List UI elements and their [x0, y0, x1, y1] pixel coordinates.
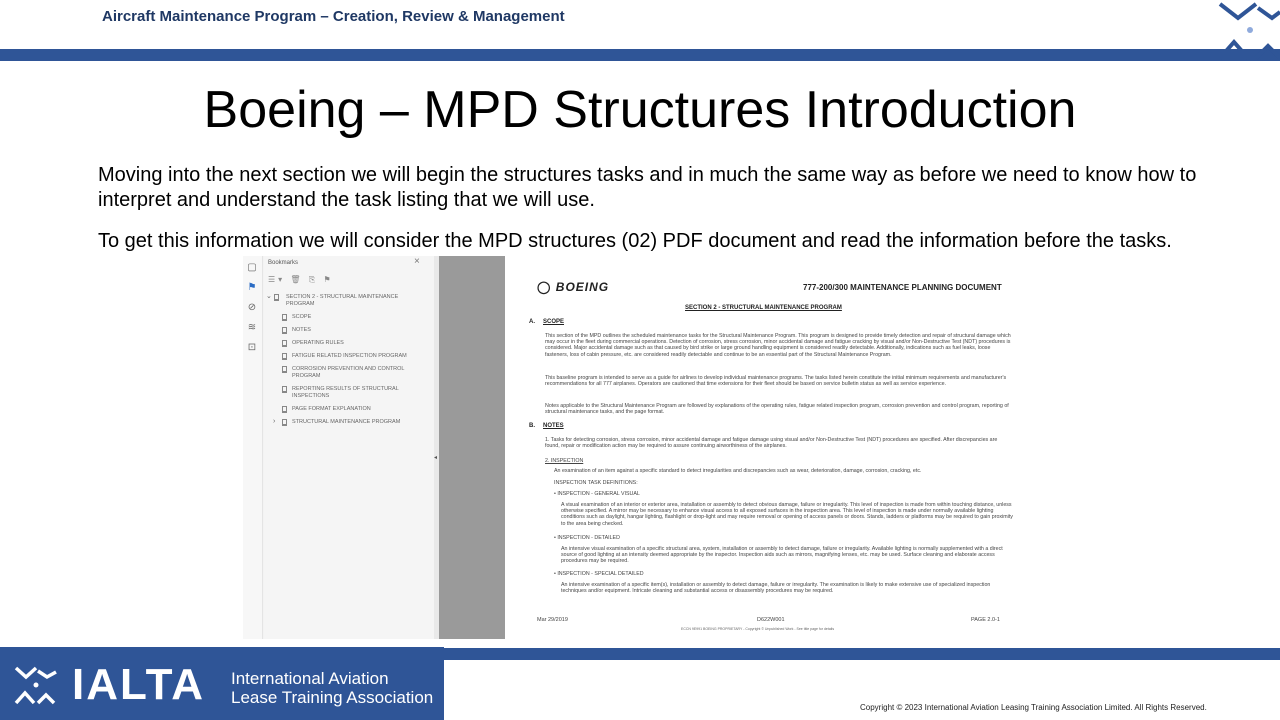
boeing-swoosh-icon: ◯: [537, 280, 552, 294]
section-title: SECTION 2 - STRUCTURAL MAINTENANCE PROGRAM: [685, 305, 842, 311]
bookmark-item[interactable]: FATIGUE RELATED INSPECTION PROGRAM: [264, 353, 434, 360]
header-title: Aircraft Maintenance Program – Creation, Review & Management: [102, 8, 565, 25]
bookmark-flag-icon: [282, 353, 287, 360]
bookmark-list: [264, 294, 434, 432]
bookmark-flag-icon: [282, 314, 287, 321]
delete-icon[interactable]: 🗑: [290, 275, 304, 284]
general-visual-title: • INSPECTION - GENERAL VISUAL: [554, 491, 640, 497]
new-bookmark-icon[interactable]: ⎘: [308, 275, 319, 284]
footer-date: Mar 29/2019: [537, 617, 568, 623]
definitions-title: INSPECTION TASK DEFINITIONS:: [554, 480, 638, 486]
detailed-title: • INSPECTION - DETAILED: [554, 535, 620, 541]
scope-paragraph-1: This section of the MPD outlines the scheduled maintenance tasks for the Structural Maintenance Program. This program is designed to provide timely detection and repair of structural damage which may occur in the fleet during commercial operations. Detection of corrosion, stress corrosion, minor accidental damage and fatigue cracking by visual and/or Non-Destructive Test (NDT) procedures is considered. Major accidental damage such as that caused by bird strike or large ground handling equipment is considered readily detectable. Additionally, indications such as fuel leaks, loose fasteners, loss of cabin pressure, etc. are considered readily detectable and continue to be an essential part of the Structural Maintenance Program.: [545, 333, 1011, 358]
special-detailed-title: • INSPECTION - SPECIAL DETAILED: [554, 571, 644, 577]
attachment-icon[interactable]: ⊘: [247, 302, 257, 313]
bookmark-item[interactable]: CORROSION PREVENTION AND CONTROL PROGRAM: [264, 366, 434, 380]
ialta-full-name: International Aviation Lease Training Association: [231, 669, 434, 707]
copyright-text: Copyright © 2023 International Aviation Leasing Training Association Limited. All Rights Reserved.: [860, 703, 1207, 712]
intro-paragraph: Moving into the next section we will begin the structures tasks and in much the same way as before we need to know how to interpret and understand the task listing that we will use.: [98, 164, 1197, 211]
note-1: 1. Tasks for detecting corrosion, stress corrosion, minor accidental damage and fatigue damage using visual and/or Non-Destructive Test (NDT) procedures are specified. After discrepancies are found, repair or modification action may be required to assure continuing airworthiness of the airplanes.: [545, 437, 998, 450]
bookmarks-panel: [264, 256, 434, 639]
slide-title: Boeing – MPD Structures Introduction: [203, 81, 1077, 139]
close-icon[interactable]: ×: [414, 256, 420, 267]
footer-proprietary-notice: ECCN 9E991 BOEING PROPRIETARY - Copyright © Unpublished Work - See title page for details: [681, 627, 835, 631]
top-band: [0, 49, 1280, 61]
bookmark-item[interactable]: PAGE FORMAT EXPLANATION: [264, 406, 434, 413]
note-2-title: 2. INSPECTION: [545, 458, 584, 464]
bookmark-flag-icon: [282, 366, 287, 373]
ialta-logo-icon: [1216, 0, 1280, 62]
bookmark-item[interactable]: REPORTING RESULTS OF STRUCTURAL INSPECTIONS: [264, 386, 434, 400]
collapse-arrow-icon[interactable]: ◂: [434, 455, 438, 461]
bookmark-flag-icon: [282, 386, 287, 393]
special-detailed-text: An intensive examination of a specific item(s), installation or assembly to detect damage, failure or irregularity. The examination is likely to make extensive use of specialized inspection techniques and/or equipment. Intricate cleaning and substantial access or disassembly procedures may be required.: [561, 582, 991, 595]
document-header: 777-200/300 MAINTENANCE PLANNING DOCUMENT: [803, 283, 1002, 292]
bookmark-item[interactable]: ⌄ SECTION 2 - STRUCTURAL MAINTENANCE PROGRAM: [266, 293, 399, 307]
section-b-heading: B. NOTES: [529, 423, 564, 429]
options-icon[interactable]: ☰▾: [268, 275, 286, 284]
chevron-down-icon[interactable]: ⌄: [266, 293, 272, 300]
pdf-side-toolbar: [243, 256, 263, 639]
boeing-logo: ◯ BOEING: [537, 280, 610, 294]
chevron-right-icon[interactable]: ›: [273, 418, 276, 425]
bookmark-flag-icon: [282, 340, 287, 347]
viewer-background: [439, 256, 505, 639]
note-2-text: An examination of an item against a specific standard to detect irregularities and discrepancies such as wear, deterioration, damage, corrosion, cracking, etc.: [554, 468, 922, 474]
bookmark-tools: [268, 275, 334, 285]
ialta-wordmark: IALTA: [72, 660, 205, 709]
scope-paragraph-2: This baseline program is intended to serve as a guide for airlines to develop individual maintenance programs. The tasks listed herein constitute the initial minimum requirements and manufacturer's recommendations for all 777 airplanes. Operators are cautioned that time extensions for their fleet should be based on service bulletin status as well as service experience.: [545, 375, 1007, 388]
footer-page-number: PAGE 2.0-1: [971, 617, 1000, 623]
layers-icon[interactable]: ≋: [247, 322, 257, 333]
bookmark-flag-icon: [282, 406, 287, 413]
section-a-heading: A. SCOPE: [529, 319, 565, 325]
detailed-text: An intensive visual examination of a specific structural area, system, installation or assembly to detect damage, failure or irregularity. Available lighting is normally supplemented with a direct source of good lighting at an intensity deemed appropriate by the inspector. Inspection aids such as mirrors, magnifying lenses, etc. may be used. Surface cleaning and elaborate access procedures may be required.: [561, 546, 1003, 565]
expand-icon[interactable]: ⚑: [323, 275, 334, 284]
general-visual-text: A visual examination of an interior or exterior area, installation or assembly to detect obvious damage, failure or irregularity. This level of inspection is made from within touching distance, unless otherwise specified. A mirror may be necessary to enhance visual access to all exposed surfaces in the inspection area. This level of inspection is made under normally available lighting conditions such as daylight, hangar lighting, flashlight or drop-light and may require removal or opening of access panels or doors. Stands, ladders or platforms may be required to gain proximity to the area being checked.: [561, 502, 1013, 527]
source-paragraph: To get this information we will consider the MPD structures (02) PDF document and read the information before the tasks.: [98, 230, 1172, 252]
pdf-viewer-screenshot: [243, 256, 505, 639]
tag-icon[interactable]: ⊡: [247, 342, 257, 353]
pages-icon[interactable]: ▢: [247, 262, 257, 273]
bookmark-item[interactable]: › STRUCTURAL MAINTENANCE PROGRAM: [273, 418, 401, 425]
bookmark-item[interactable]: SCOPE: [264, 314, 434, 321]
ialta-mark-icon: [14, 665, 58, 705]
pdf-document-page: [505, 256, 1025, 639]
bookmark-item[interactable]: OPERATING RULES: [264, 340, 434, 347]
bookmark-icon[interactable]: ⚑: [247, 282, 257, 293]
footer-document-number: D622W001: [757, 617, 785, 623]
bookmark-flag-icon: [282, 419, 287, 426]
bookmark-flag-icon: [282, 327, 287, 334]
scope-paragraph-3: Notes applicable to the Structural Maintenance Program are followed by explanations of the operating rules, fatigue related inspection program, corrosion prevention and control program, reporting of structural maintenance tasks, and the page format.: [545, 403, 1009, 416]
bookmark-flag-icon: [274, 294, 279, 301]
bookmarks-title: Bookmarks: [268, 260, 299, 266]
bookmark-item[interactable]: NOTES: [264, 327, 434, 334]
